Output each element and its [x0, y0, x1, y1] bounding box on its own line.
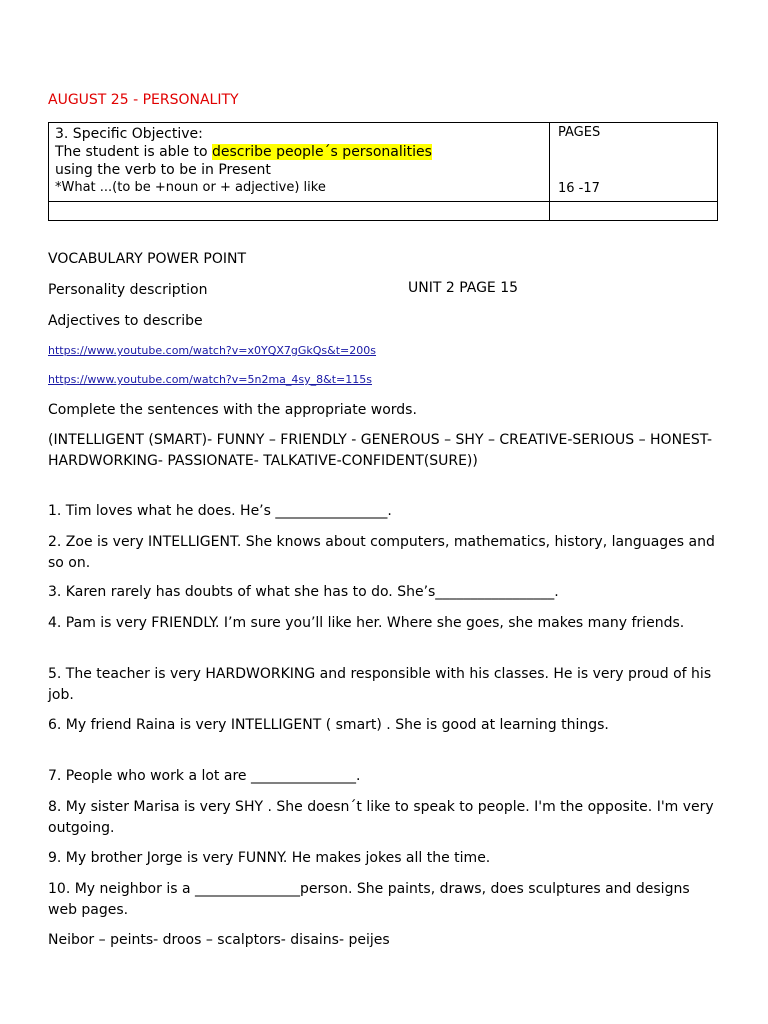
- youtube-link-2[interactable]: https://www.youtube.com/watch?v=5n2ma_4sy_8&t=115s: [48, 373, 372, 386]
- highlighted-objective: describe people´s personalities: [212, 144, 432, 160]
- pages-cell: [550, 123, 718, 202]
- word-bank: (INTELLIGENT (SMART)- FUNNY – FRIENDLY - GENEROUS – SHY – CREATIVE-SERIOUS – HONEST- HARDWORKING- PASSIONATE- TALKATIVE-CONFIDENT(SURE)): [48, 432, 713, 469]
- sentence-10: 10. My neighbor is a _______________person. She paints, draws, does sculptures and designs web pages.: [48, 881, 690, 918]
- sentence-6: 6. My friend Raina is very INTELLIGENT ( smart) . She is good at learning things.: [48, 717, 609, 733]
- objective-table: [48, 122, 718, 221]
- sentence-5: 5. The teacher is very HARDWORKING and responsible with his classes. He is very proud of his job.: [48, 666, 712, 703]
- empty-cell-left: [49, 202, 550, 221]
- sentence-3: 3. Karen rarely has doubts of what she has to do. She’s_________________.: [48, 584, 559, 600]
- sentence-4: 4. Pam is very FRIENDLY. I’m sure you’ll like her. Where she goes, she makes many friends.: [48, 615, 685, 631]
- sentence-2: 2. Zoe is very INTELLIGENT. She knows about computers, mathematics, history, languages and so on.: [48, 534, 715, 571]
- phonetic-line: Neibor – peints- droos – scalptors- disains- peijes: [48, 932, 390, 948]
- sentence-8: 8. My sister Marisa is very SHY . She doesn´t like to speak to people. I'm the opposite. I'm very outgoing.: [48, 799, 714, 836]
- instruction: Complete the sentences with the appropriate words.: [48, 402, 417, 418]
- empty-cell-right: [550, 202, 718, 221]
- sentence-1: 1. Tim loves what he does. He’s ________________.: [48, 503, 392, 519]
- sentence-9: 9. My brother Jorge is very FUNNY. He makes jokes all the time.: [48, 850, 491, 866]
- adjectives-heading: Adjectives to describe: [48, 313, 203, 329]
- objective-line-4: *What ...(to be +noun or + adjective) like: [55, 180, 326, 195]
- personality-description: Personality description: [48, 282, 208, 298]
- objective-heading: 3. Specific Objective:: [55, 126, 203, 142]
- sentence-7: 7. People who work a lot are _______________.: [48, 768, 361, 784]
- youtube-link-1[interactable]: https://www.youtube.com/watch?v=x0YQX7gGkQs&t=200s: [48, 344, 377, 357]
- vocab-heading: VOCABULARY POWER POINT: [48, 251, 247, 267]
- pages-value: 16 -17: [558, 181, 600, 196]
- objective-line-2: [55, 143, 543, 161]
- objective-line-2-text: The student is able to: [55, 144, 213, 160]
- document-title: AUGUST 25 - PERSONALITY: [48, 92, 239, 108]
- pages-label: PAGES: [558, 125, 601, 140]
- unit-page: UNIT 2 PAGE 15: [408, 280, 519, 296]
- objective-cell: [49, 123, 550, 202]
- objective-line-3: using the verb to be in Present: [55, 162, 271, 178]
